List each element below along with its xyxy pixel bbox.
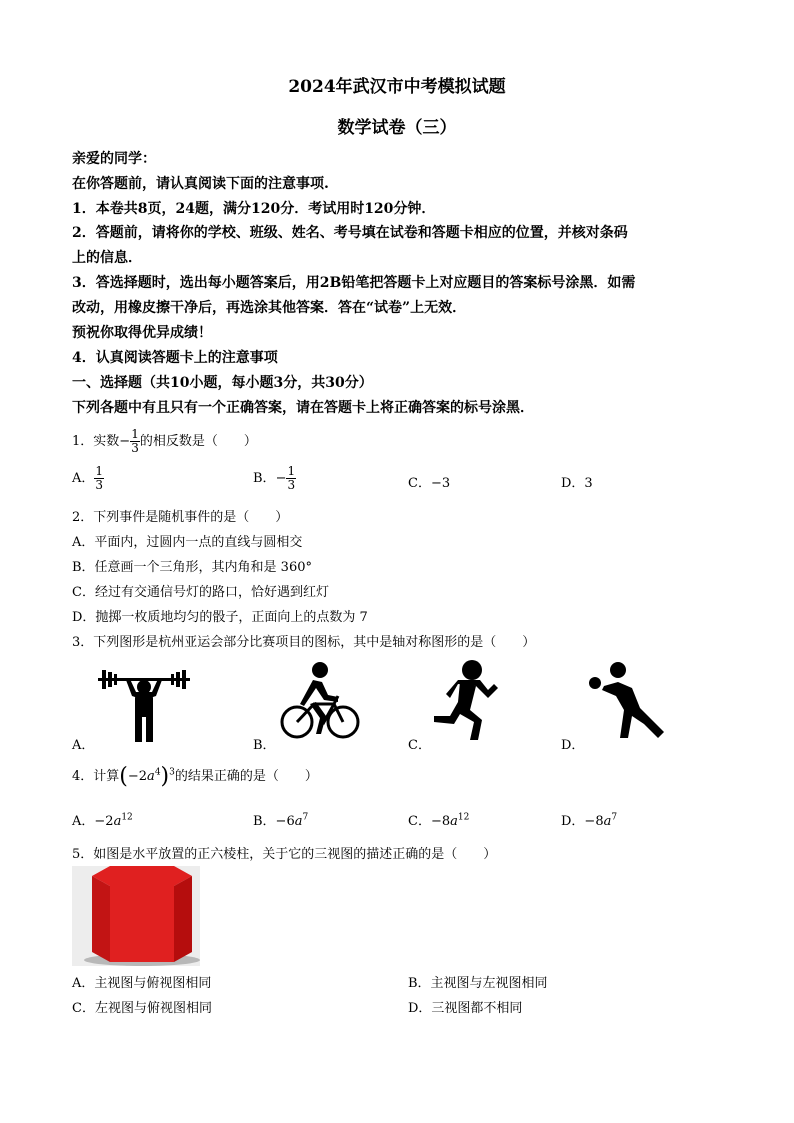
notice-line1: 在你答题前，请认真阅读下面的注意事项. (72, 176, 329, 192)
q3-option-c: C． (408, 738, 431, 753)
q2-option-c: C．经过有交通信号灯的路口，恰好遇到红灯 (72, 585, 329, 600)
exam-subtitle: 数学试卷（三） (337, 118, 457, 138)
section-instruction: 下列各题中有且只有一个正确答案，请在答题卡上将正确答案的标号涂黑． (72, 400, 534, 416)
q3-stem: 3．下列图形是杭州亚运会部分比赛项目的图标，其中是轴对称图形的是（ ） (72, 635, 536, 650)
notice-item1: 1．本卷共8页，24题，满分120分．考试用时120分钟． (72, 201, 436, 217)
notice-item2b: 上的信息． (72, 250, 142, 266)
q1-option-b: B．− $\frac{1}{3}$ (253, 464, 296, 492)
notice-item4: 4．认真阅读答题卡上的注意事项 (72, 350, 278, 366)
q5-option-b: B．主视图与左视图相同 (408, 976, 548, 991)
q5-option-a: A．主视图与俯视图相同 (72, 976, 212, 991)
q3-option-d: D． (561, 738, 585, 753)
weightlifting-icon (98, 664, 190, 744)
q4-option-d: D．$-8a^7$ (561, 812, 618, 829)
greeting: 亲爱的同学： (72, 151, 156, 167)
hexagonal-prism-figure (72, 866, 200, 966)
cycling-icon (280, 660, 360, 742)
notice-item3a: 3．答选择题时，选出每小题答案后，用2B铅笔把答题卡上对应题目的答案标号涂黑．如需 (72, 275, 636, 291)
q4-option-b: B．$-6a^7$ (253, 812, 309, 829)
section-heading: 一、选择题（共10小题，每小题3分，共30分） (72, 375, 373, 391)
volleyball-icon (588, 660, 666, 740)
q3-option-a: A． (72, 738, 95, 753)
q3-option-b: B． (253, 738, 276, 753)
q5-option-c: C．左视图与俯视图相同 (72, 1001, 212, 1016)
notice-item2a: 2．答题前，请将你的学校、班级、姓名、考号填在试卷和答题卡相应的位置，并核对条码 (72, 225, 628, 241)
q1-stem: 1．实数− $\frac{1}{3}$ 的相反数是（ ） (72, 427, 257, 455)
notice-wish: 预祝你取得优异成绩！ (72, 325, 212, 341)
q1-option-a: A． $\frac{1}{3}$ (72, 464, 104, 492)
q4-stem: 4．计算$(-2a^4)^3$的结果正确的是（ ） (72, 764, 318, 789)
q2-option-b: B．任意画一个三角形，其内角和是 360° (72, 560, 312, 575)
q2-option-d: D．抛掷一枚质地均匀的骰子，正面向上的点数为 7 (72, 610, 368, 625)
q2-stem: 2．下列事件是随机事件的是（ ） (72, 510, 289, 525)
q5-stem: 5．如图是水平放置的正六棱柱，关于它的三视图的描述正确的是（ ） (72, 847, 497, 862)
notice-item3b: 改动，用橡皮擦干净后，再选涂其他答案．答在“试卷”上无效． (72, 300, 467, 316)
exam-title: 2024年武汉市中考模拟试题 (288, 77, 506, 97)
q1-option-d: D．3 (561, 476, 593, 491)
q4-option-a: A．$-2a^{12}$ (72, 812, 133, 829)
running-icon (432, 658, 500, 742)
q1-fraction: $\frac{1}{3}$ (131, 427, 139, 455)
q4-option-c: C．$-8a^{12}$ (408, 812, 470, 829)
q1-option-c: C．−3 (408, 476, 451, 491)
q2-option-a: A．平面内，过圆内一点的直线与圆相交 (72, 535, 303, 550)
q5-option-d: D．三视图都不相同 (408, 1001, 523, 1016)
